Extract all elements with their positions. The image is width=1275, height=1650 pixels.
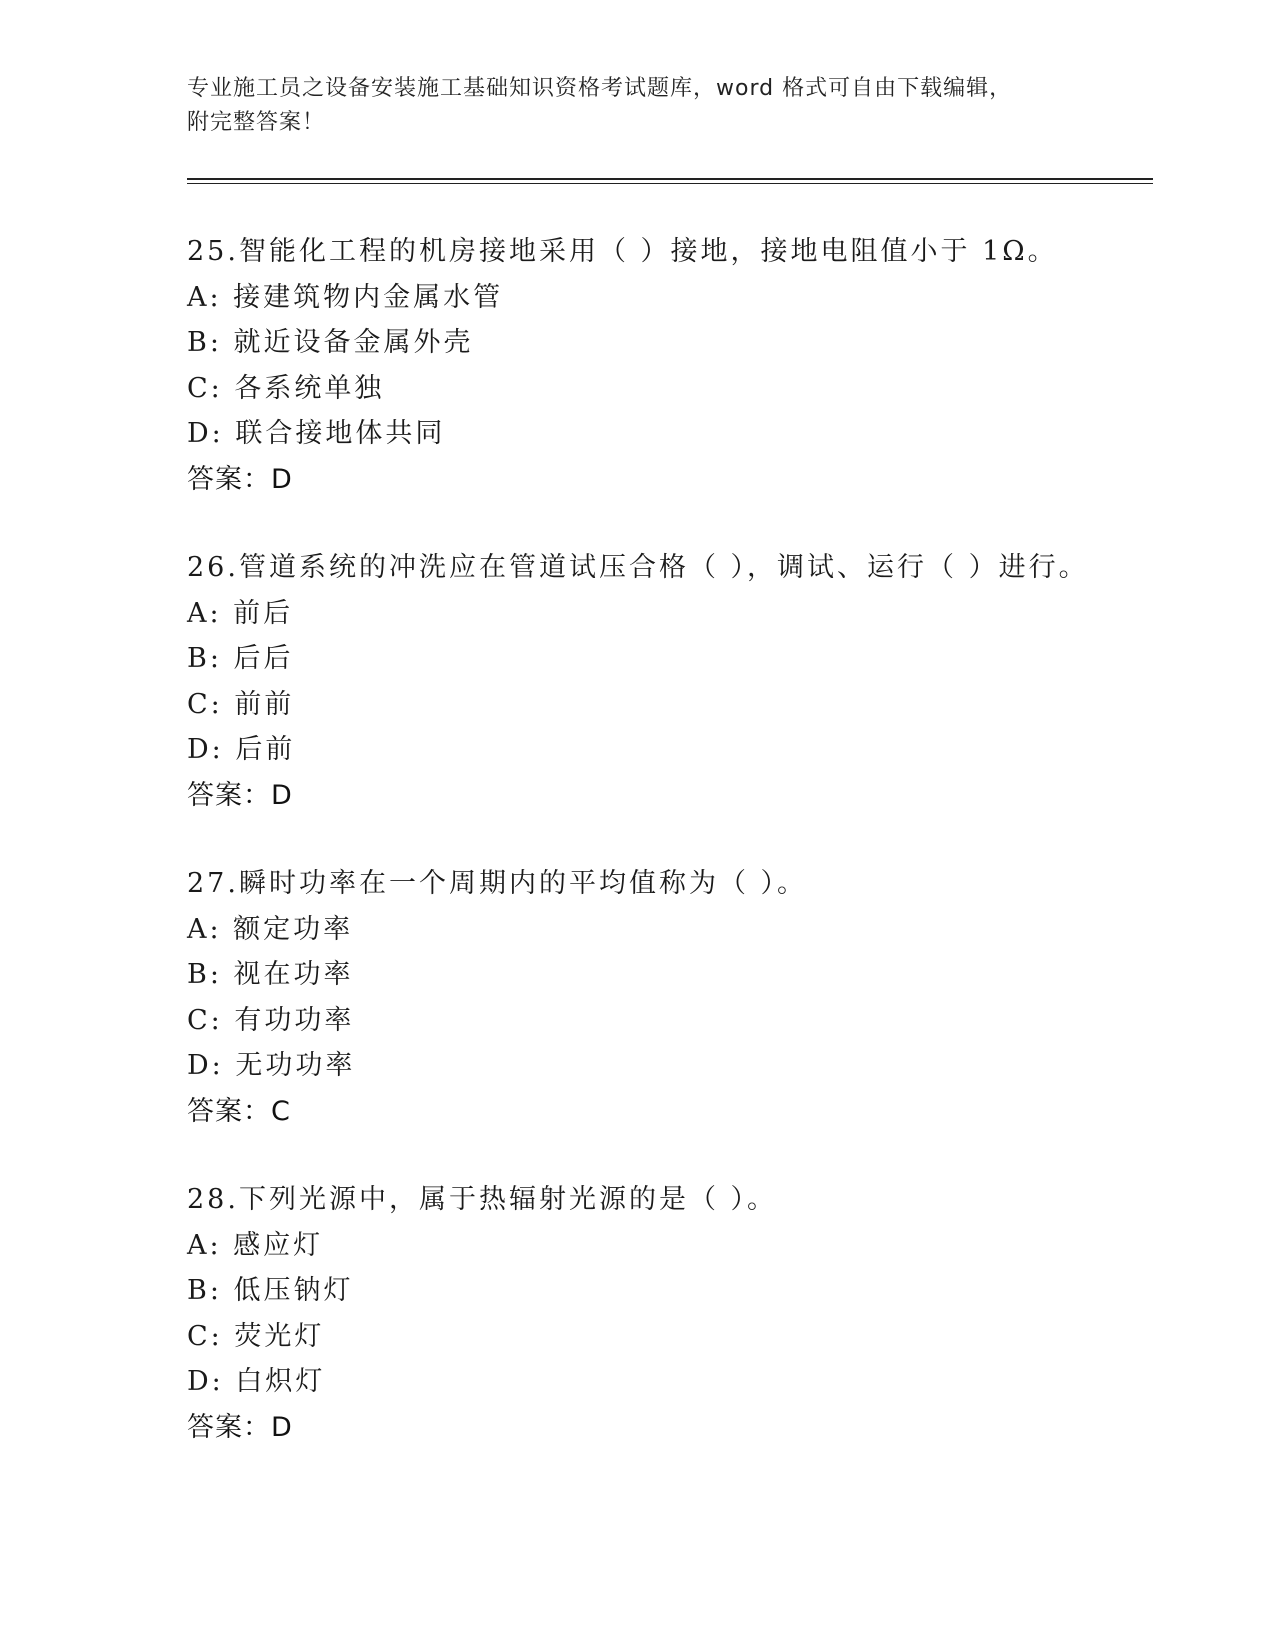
header-line-1: 专业施工员之设备安装施工基础知识资格考试题库，word 格式可自由下载编辑， — [187, 76, 1013, 101]
option-b: B: 后后 — [187, 643, 294, 674]
option-d: D: 后前 — [187, 734, 296, 765]
option-a: A: 额定功率 — [187, 913, 354, 945]
header-line-2: 附完整答案！ — [187, 110, 326, 135]
question-stem: 27.瞬时功率在一个周期内的平均值称为（ ）。 — [187, 868, 808, 899]
option-a: A: 前后 — [187, 597, 294, 629]
answer: 答案：D — [187, 1411, 293, 1443]
header-divider — [187, 178, 1153, 180]
option-c: C: 有功功率 — [187, 1004, 355, 1036]
option-a: A: 接建筑物内金属水管 — [187, 281, 504, 313]
question-28 — [187, 1177, 1187, 1450]
header-divider-secondary — [187, 183, 1153, 184]
question-26 — [187, 545, 1187, 818]
option-b: B: 低压钠灯 — [187, 1275, 354, 1306]
option-a: A: 感应灯 — [187, 1229, 324, 1261]
option-b: B: 视在功率 — [187, 959, 354, 990]
option-d: D: 无功功率 — [187, 1050, 356, 1081]
question-27 — [187, 861, 1187, 1134]
question-stem: 26.管道系统的冲洗应在管道试压合格（ ），调试、运行（ ）进行。 — [187, 552, 1089, 583]
option-d: D: 联合接地体共同 — [187, 418, 446, 449]
option-c: C: 各系统单独 — [187, 372, 385, 404]
answer: 答案：D — [187, 463, 293, 495]
answer: 答案：D — [187, 779, 293, 811]
answer: 答案：C — [187, 1095, 291, 1127]
question-25 — [187, 229, 1187, 502]
option-c: C: 荧光灯 — [187, 1320, 325, 1352]
option-d: D: 白炽灯 — [187, 1366, 326, 1397]
question-stem: 25.智能化工程的机房接地采用（ ）接地，接地电阻值小于 1Ω。 — [187, 236, 1058, 267]
question-stem: 28.下列光源中，属于热辐射光源的是（ ）。 — [187, 1184, 778, 1215]
document-header — [187, 72, 1087, 140]
option-b: B: 就近设备金属外壳 — [187, 327, 474, 358]
option-c: C: 前前 — [187, 688, 295, 720]
